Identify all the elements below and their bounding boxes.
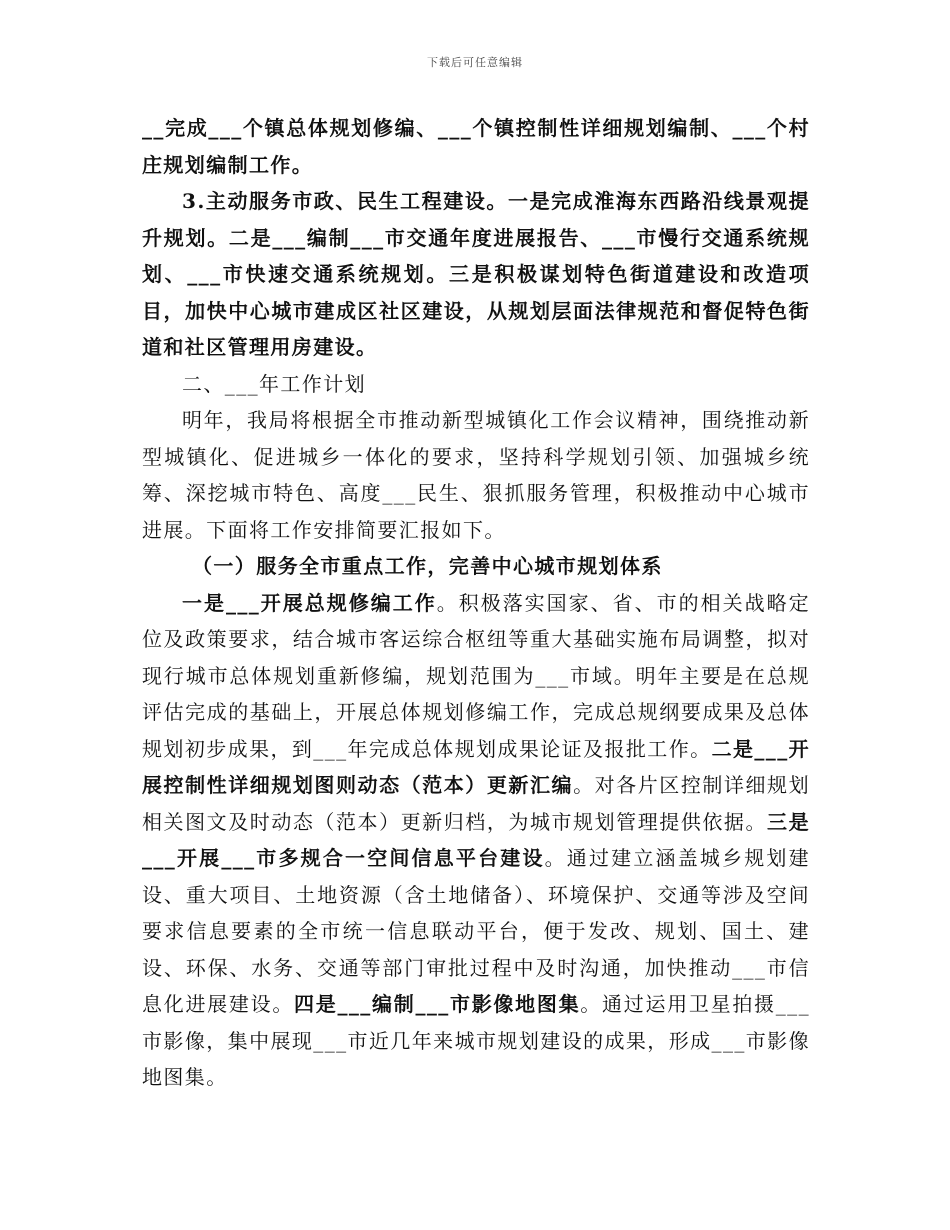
task-3-text: 。通过建立涵盖城乡规划建设、重大项目、土地资源（含土地储备）、环境保护、交通等涉及空间要求信息要素的全市统一信息联动平台，便于发改、规划、国土、建设、环保、水务、交通等部门审批过程中及时沟通，加快推动___市信息化进展建设。 (142, 846, 810, 1016)
page-header: 下载后可任意编辑 (427, 56, 523, 69)
paragraph-municipal-service: 3.主动服务市政、民生工程建设。一是完成淮海东西路沿线景观提升规划。二是___编制___市交通年度进展报告、___市慢行交通系统规划、___市快速交通系统规划。三是积极谋划特色街道建设和改造项目，加快中心城市建成区社区建设，从规划层面法律规范和督促特色街道和社区管理用房建设。 (142, 189, 810, 359)
section-heading-work-plan: 二、___年工作计划 (182, 371, 366, 396)
task-1-title: 一是___开展总规修编工作 (182, 590, 437, 615)
task-2-text: 。对各片区控制详细规划相关图文及时动态（范本）更新归档，为城市规划管理提供依据。 (142, 773, 810, 834)
paragraph-key-tasks (142, 585, 810, 1096)
task-4-title: 四是___编制___市影像地图集 (294, 992, 581, 1016)
task-4-text: 。通过运用卫星拍摄___市影像，集中展现___市近几年来城市规划建设的成果，形成___市影像地图集。 (142, 992, 810, 1089)
task-2-title: 二是___开展控制性详细规划图则动态（范本）更新汇编 (142, 736, 811, 797)
document-body (142, 110, 810, 1096)
task-1-text: 。积极落实国家、省、市的相关战略定位及政策要求，结合城市客运综合枢纽等重大基础实施布局调整，拟对现行城市总体规划重新修编，规划范围为___市域。明年主要是在总规评估完成的基础上，开展总体规划修编工作，完成总规纲要成果及总体规划初步成果，到___年完成总体规划成果论证及报批工作。 (142, 590, 810, 761)
subsection-heading-key-work: （一）服务全市重点工作，完善中心城市规划体系 (192, 554, 663, 578)
task-3-title: 三是___开展___市多规合一空间信息平台建设 (142, 809, 810, 870)
paragraph-next-year-intro: 明年，我局将根据全市推动新型城镇化工作会议精神，围绕推动新型城镇化、促进城乡一体化的要求，坚持科学规划引领、加强城乡统筹、深挖城市特色、高度___民生、狠抓服务管理，积极推动中心城市进展。下面将工作安排简要汇报如下。 (142, 408, 810, 542)
paragraph-town-planning: __完成___个镇总体规划修编、___个镇控制性详细规划编制、___个村庄规划编制工作。 (142, 116, 810, 177)
